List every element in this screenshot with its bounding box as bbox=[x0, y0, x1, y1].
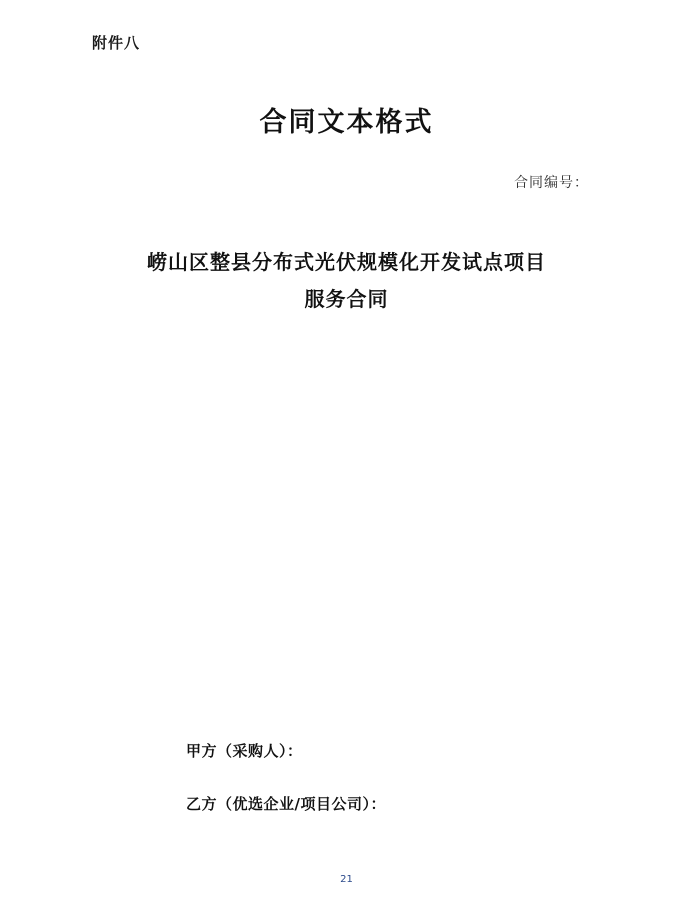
contract-number-label: 合同编号： bbox=[514, 175, 589, 191]
attachment-label: 附件八 bbox=[92, 34, 141, 52]
project-title-line-1: 崂山区整县分布式光伏规模化开发试点项目 bbox=[147, 250, 546, 274]
party-a-label: 甲方（采购人）： bbox=[186, 742, 303, 760]
page-title: 合同文本格式 bbox=[259, 107, 434, 138]
project-title-line-2: 服务合同 bbox=[304, 287, 389, 311]
party-b-label: 乙方（优选企业/项目公司）： bbox=[186, 795, 386, 813]
page-number: 21 bbox=[340, 874, 353, 885]
party-signature-block bbox=[186, 740, 386, 814]
project-title bbox=[0, 252, 693, 309]
